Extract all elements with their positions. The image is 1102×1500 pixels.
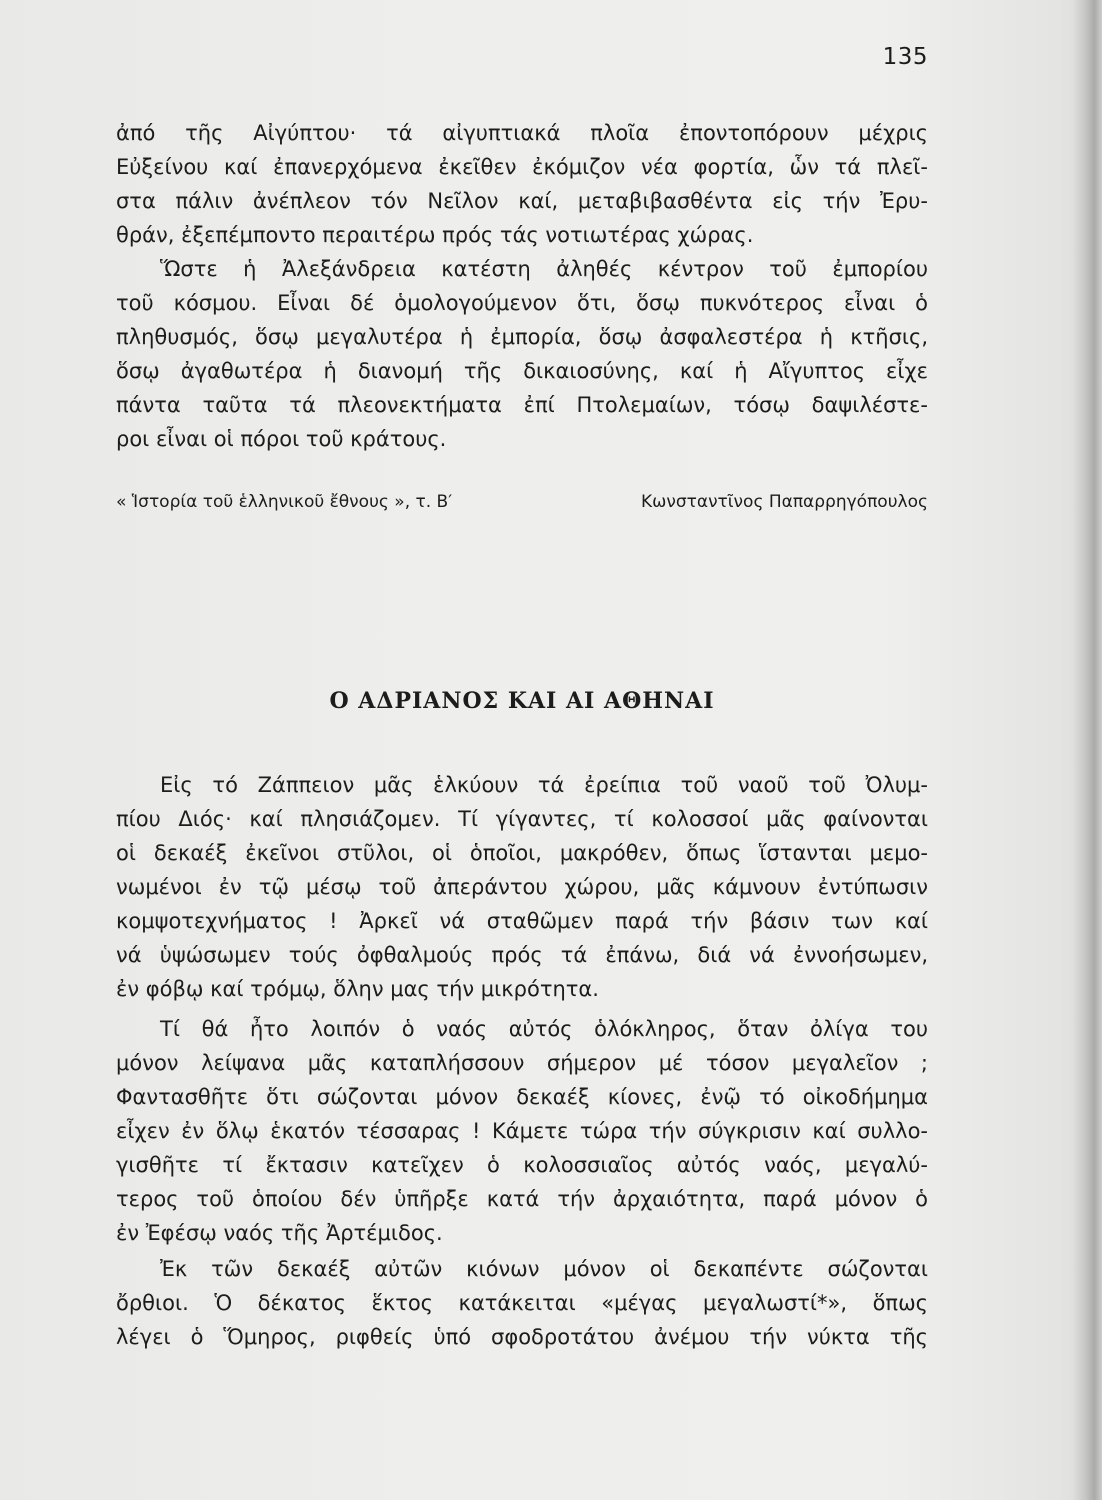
text-line: ὄρθιοι. Ὁ δέκατος ἕκτος κατάκειται «μέγας μεγαλωστί*», ὅπως [116,1291,928,1315]
text-line: ὅσῳ ἀγαθωτέρα ἡ διανομή τῆς δικαιοσύνης, καί ἡ Αἴγυπτος εἶχε [116,359,928,383]
page-binding-shadow [1072,0,1102,1500]
text-line: εἶχεν ἐν ὅλῳ ἑκατόν τέσσαρας ! Κάμετε τώρα τήν σύγκρισιν καί συλλο- [116,1119,928,1143]
section-heading: Ο ΑΔΡΙΑΝΟΣ ΚΑΙ ΑΙ ΑΘΗΝΑΙ [329,688,715,714]
text-line: νωμένοι ἐν τῷ μέσῳ τοῦ ἀπεράντου χώρου, μᾶς κάμνουν ἐντύπωσιν [116,875,928,899]
paragraph-zappeion-ruins [116,768,928,1006]
text-line: ἐν Ἐφέσῳ ναός τῆς Ἀρτέμιδος. [116,1221,443,1245]
text-line: οἱ δεκαέξ ἐκεῖνοι στῦλοι, οἱ ὁποῖοι, μακρόθεν, ὅπως ἵστανται μεμο- [116,841,928,865]
text-line: Ὥστε ἡ Ἀλεξάνδρεια κατέστη ἀληθές κέντρον τοῦ ἐμπορίου [160,257,928,281]
text-line: ἐν φόβῳ καί τρόμῳ, ὅλην μας τήν μικρότητα. [116,977,599,1001]
text-line: γισθῆτε τί ἔκτασιν κατεῖχεν ὁ κολοσσιαῖος αὐτός ναός, μεγαλύ- [116,1153,928,1177]
citation [116,492,928,512]
text-line: πίου Διός· καί πλησιάζομεν. Τί γίγαντες, τί κολοσσοί μᾶς φαίνονται [116,807,928,831]
text-line: ἀπό τῆς Αἰγύπτου· τά αἰγυπτιακά πλοῖα ἐποντοπόρουν μέχρις [116,121,928,145]
text-line: Ἐκ τῶν δεκαέξ αὐτῶν κιόνων μόνον οἱ δεκαπέντε σώζονται [160,1257,928,1281]
page-number: 135 [882,44,928,70]
citation-author: Κωνσταντῖνος Παπαρρηγόπουλος [640,492,928,512]
text-line: θράν, ἐξεπέμποντο περαιτέρω πρός τάς νοτιωτέρας χώρας. [116,223,754,247]
text-line: κομψοτεχνήματος ! Ἀρκεῖ νά σταθῶμεν παρά τήν βάσιν των καί [116,909,928,933]
text-line: Φαντασθῆτε ὅτι σώζονται μόνον δεκαέξ κίονες, ἐνῷ τό οἰκοδήμημα [116,1085,928,1109]
text-line: ροι εἶναι οἱ πόροι τοῦ κράτους. [116,427,447,451]
text-line: Εἰς τό Ζάππειον μᾶς ἑλκύουν τά ἐρείπια τοῦ ναοῦ τοῦ Ὀλυμ- [160,773,928,797]
text-line: πάντα ταῦτα τά πλεονεκτήματα ἐπί Πτολεμαίων, τόσῳ δαψιλέστε- [116,393,928,417]
paragraph-alexandria-trade [116,116,928,252]
paragraph-temple-size [116,1012,928,1250]
text-line: Τί θά ἦτο λοιπόν ὁ ναός αὐτός ὁλόκληρος, ὅταν ὀλίγα του [160,1017,928,1041]
citation-source: « Ἱστορία τοῦ ἑλληνικοῦ ἔθνους », τ. Β′ [116,492,453,512]
text-line: πληθυσμός, ὅσῳ μεγαλυτέρα ἡ ἐμπορία, ὅσῳ ἀσφαλεστέρα ἡ κτῆσις, [116,325,928,349]
text-line: μόνον λείψανα μᾶς καταπλήσσουν σήμερον μέ τόσον μεγαλεῖον ; [116,1051,928,1075]
text-line: τοῦ κόσμου. Εἶναι δέ ὁμολογούμενον ὅτι, ὅσῳ πυκνότερος εἶναι ὁ [116,291,928,315]
paragraph-alexandria-center [116,252,928,456]
text-line: Εὐξείνου καί ἐπανερχόμενα ἐκεῖθεν ἐκόμιζον νέα φορτία, ὧν τά πλεῖ- [116,155,928,179]
text-line: τερος τοῦ ὁποίου δέν ὑπῆρξε κατά τήν ἀρχαιότητα, παρά μόνον ὁ [116,1187,928,1211]
text-line: λέγει ὁ Ὅμηρος, ριφθείς ὑπό σφοδροτάτου ἀνέμου τήν νύκτα τῆς [116,1325,928,1349]
text-line: νά ὑψώσωμεν τούς ὀφθαλμούς πρός τά ἐπάνω, διά νά ἐννοήσωμεν, [116,943,928,967]
paragraph-columns-standing [116,1252,928,1354]
text-line: στα πάλιν ἀνέπλεον τόν Νεῖλον καί, μεταβιβασθέντα εἰς τήν Ἐρυ- [116,189,928,213]
